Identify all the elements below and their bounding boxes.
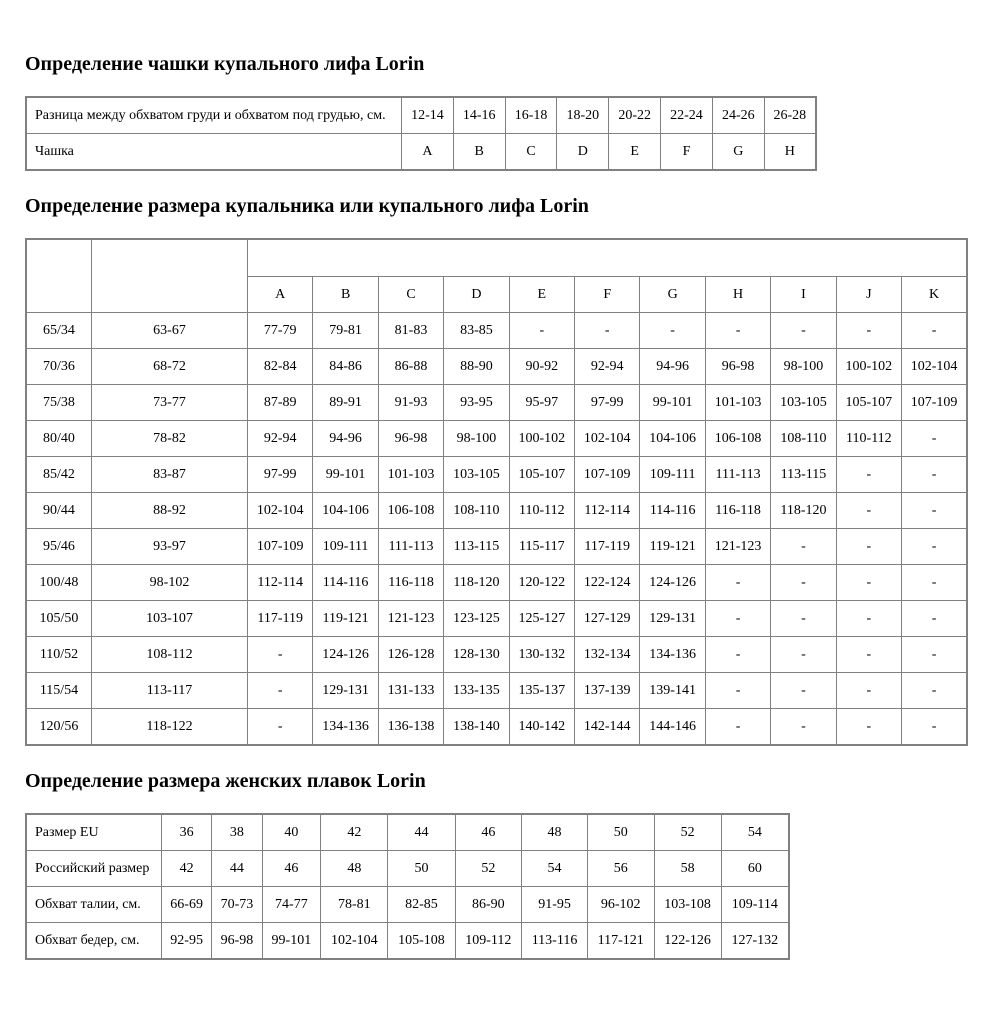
bust-range-cell: - [640,313,705,349]
bust-range-cell: 115-117 [509,529,574,565]
bust-range-cell: - [836,601,901,637]
bust-range-cell: 100-102 [509,421,574,457]
size-cell: 90/44 [26,493,92,529]
underbust-cell: 83-87 [92,457,248,493]
row-label-cell: Чашка [26,134,402,171]
bust-range-cell: 97-99 [575,385,640,421]
bust-range-cell: 131-133 [378,673,443,709]
value-cell: 48 [522,814,588,851]
bust-range-cell: 111-113 [378,529,443,565]
bust-range-cell: 118-120 [444,565,509,601]
bust-range-cell: 113-115 [771,457,836,493]
bust-range-cell: - [836,673,901,709]
value-cell: 46 [262,851,321,887]
size-table-row [26,457,967,493]
bust-range-cell: 93-95 [444,385,509,421]
bust-range-cell: 84-86 [313,349,378,385]
underbust-cell: 78-82 [92,421,248,457]
underbust-cell: 93-97 [92,529,248,565]
value-cell: 105-108 [388,923,455,960]
bust-range-cell: 129-131 [313,673,378,709]
bust-range-cell: 102-104 [248,493,313,529]
bust-range-cell: 116-118 [378,565,443,601]
bust-range-cell: 124-126 [640,565,705,601]
value-cell: 60 [721,851,789,887]
size-table-row [26,421,967,457]
cup-table-title: Определение чашки купального лифа Lorin [25,53,425,75]
underbust-cell: 113-117 [92,673,248,709]
bust-range-cell: - [705,565,770,601]
bust-range-cell: 89-91 [313,385,378,421]
bust-range-cell: - [902,709,967,746]
size-table-row [26,565,967,601]
bust-range-cell: 128-130 [444,637,509,673]
bust-range-cell: 91-93 [378,385,443,421]
size-cell: 65/34 [26,313,92,349]
value-cell: 96-98 [212,923,262,960]
bust-range-cell: - [902,565,967,601]
bust-range-cell: 102-104 [902,349,967,385]
size-cell: 110/52 [26,637,92,673]
size-table-row [26,349,967,385]
bust-range-cell: 105-107 [836,385,901,421]
bust-range-cell: - [771,709,836,746]
bust-range-cell: 82-84 [248,349,313,385]
value-cell: 99-101 [262,923,321,960]
bust-range-cell: 96-98 [705,349,770,385]
bust-range-cell: 137-139 [575,673,640,709]
bust-range-cell: 94-96 [640,349,705,385]
swimsuit-size-title: Определение размера купальника или купального лифа Lorin [25,195,589,217]
row-label-cell: Обхват талии, см. [26,887,162,923]
bust-range-cell: 138-140 [444,709,509,746]
size-table-row [26,673,967,709]
size-cell: 70/36 [26,349,92,385]
value-cell: G [712,134,764,171]
bust-range-cell: - [902,493,967,529]
bust-range-cell: 108-110 [444,493,509,529]
bust-range-cell: - [771,529,836,565]
value-cell: 52 [455,851,522,887]
value-cell: B [453,134,505,171]
cup-letter-header: B [313,277,378,313]
bust-range-cell: 88-90 [444,349,509,385]
value-cell: 46 [455,814,522,851]
value-cell: 40 [262,814,321,851]
value-cell: C [505,134,557,171]
cup-determination-table [25,96,817,171]
value-cell: 42 [162,851,212,887]
bust-range-cell: 126-128 [378,637,443,673]
value-cell: 22-24 [661,97,713,134]
underbust-cell: 73-77 [92,385,248,421]
cup-letter-header: E [509,277,574,313]
bust-range-cell: 112-114 [575,493,640,529]
bust-range-cell: 92-94 [575,349,640,385]
bust-range-cell: 95-97 [509,385,574,421]
bust-range-cell: - [248,673,313,709]
bust-range-cell: - [836,565,901,601]
bust-range-cell: 106-108 [705,421,770,457]
bust-range-cell: 103-105 [771,385,836,421]
bust-range-cell: 116-118 [705,493,770,529]
cup-letter-header: H [705,277,770,313]
bottoms-table-row [26,851,789,887]
bust-range-cell: 104-106 [313,493,378,529]
bust-range-cell: 121-123 [705,529,770,565]
bust-range-cell: - [902,457,967,493]
value-cell: 66-69 [162,887,212,923]
value-cell: 18-20 [557,97,609,134]
value-cell: 16-18 [505,97,557,134]
bust-range-cell: 107-109 [902,385,967,421]
bust-range-cell: - [836,709,901,746]
value-cell: 56 [587,851,654,887]
bust-range-cell: - [836,457,901,493]
value-cell: 14-16 [453,97,505,134]
bust-range-cell: - [771,313,836,349]
bust-range-cell: 103-105 [444,457,509,493]
bust-range-cell: 77-79 [248,313,313,349]
bust-range-cell: - [705,637,770,673]
cup-letter-header: F [575,277,640,313]
value-cell: 54 [522,851,588,887]
bust-range-cell: - [248,637,313,673]
value-cell: 103-108 [654,887,721,923]
value-cell: H [764,134,816,171]
value-cell: 26-28 [764,97,816,134]
size-cell: 105/50 [26,601,92,637]
bust-range-cell: - [705,709,770,746]
value-cell: D [557,134,609,171]
bust-range-cell: 121-123 [378,601,443,637]
value-cell: 48 [321,851,388,887]
bust-range-cell: 133-135 [444,673,509,709]
bust-range-cell: 109-111 [640,457,705,493]
bust-range-cell: 114-116 [640,493,705,529]
size-cell: 120/56 [26,709,92,746]
cup-letter-header: G [640,277,705,313]
underbust-cell: 88-92 [92,493,248,529]
value-cell: 117-121 [587,923,654,960]
value-cell: 113-116 [522,923,588,960]
value-cell: 109-114 [721,887,789,923]
bust-range-cell: 104-106 [640,421,705,457]
size-table-row [26,709,967,746]
bust-range-cell: 97-99 [248,457,313,493]
bust-range-cell: - [575,313,640,349]
bust-range-cell: 98-100 [444,421,509,457]
value-cell: 20-22 [609,97,661,134]
bust-range-cell: 79-81 [313,313,378,349]
bust-range-cell: 100-102 [836,349,901,385]
value-cell: 91-95 [522,887,588,923]
size-table-row [26,529,967,565]
bust-range-cell: 110-112 [509,493,574,529]
cup-letter-header: D [444,277,509,313]
bust-range-cell: - [771,565,836,601]
value-cell: A [402,134,454,171]
bust-range-cell: 129-131 [640,601,705,637]
bust-range-cell: 107-109 [575,457,640,493]
underbust-cell: 98-102 [92,565,248,601]
row-label-cell: Обхват бедер, см. [26,923,162,960]
value-cell: 70-73 [212,887,262,923]
bust-range-cell: 113-115 [444,529,509,565]
size-cell: 85/42 [26,457,92,493]
bust-range-cell: 132-134 [575,637,640,673]
bust-range-cell: 139-141 [640,673,705,709]
bust-range-cell: 134-136 [313,709,378,746]
bust-range-cell: 99-101 [640,385,705,421]
bust-range-cell: - [902,601,967,637]
bust-range-cell: - [836,529,901,565]
bust-range-cell: 136-138 [378,709,443,746]
bust-range-cell: - [836,313,901,349]
size-table-header-row [26,239,967,277]
size-table-row [26,385,967,421]
bust-range-cell: 135-137 [509,673,574,709]
bust-range-cell: 117-119 [575,529,640,565]
underbust-cell: 68-72 [92,349,248,385]
cup-letter-header: I [771,277,836,313]
value-cell: 122-126 [654,923,721,960]
value-cell: 50 [587,814,654,851]
cup-table-row [26,97,816,134]
bust-range-cell: 90-92 [509,349,574,385]
bust-range-cell: - [902,637,967,673]
bust-group-header [248,239,968,277]
underbust-column-header [92,239,248,313]
bust-range-cell: 114-116 [313,565,378,601]
bust-range-cell: 92-94 [248,421,313,457]
bust-range-cell: - [771,601,836,637]
value-cell: 127-132 [721,923,789,960]
value-cell: 36 [162,814,212,851]
bust-range-cell: 124-126 [313,637,378,673]
bust-range-cell: 87-89 [248,385,313,421]
bottoms-table-row [26,814,789,851]
row-label-cell: Размер EU [26,814,162,851]
bust-range-cell: - [248,709,313,746]
size-cell: 100/48 [26,565,92,601]
value-cell: 74-77 [262,887,321,923]
value-cell: 54 [721,814,789,851]
value-cell: 44 [212,851,262,887]
bust-range-cell: 94-96 [313,421,378,457]
value-cell: 109-112 [455,923,522,960]
bust-range-cell: 105-107 [509,457,574,493]
cup-table-row [26,134,816,171]
size-table-row [26,313,967,349]
value-cell: 102-104 [321,923,388,960]
value-cell: 52 [654,814,721,851]
bust-range-cell: - [705,601,770,637]
bust-range-cell: - [509,313,574,349]
value-cell: 42 [321,814,388,851]
bust-range-cell: 119-121 [640,529,705,565]
bottoms-table-row [26,923,789,960]
value-cell: 82-85 [388,887,455,923]
bust-range-cell: 119-121 [313,601,378,637]
bust-range-cell: - [771,673,836,709]
size-cell: 95/46 [26,529,92,565]
value-cell: 38 [212,814,262,851]
bust-range-cell: 125-127 [509,601,574,637]
bust-range-cell: 86-88 [378,349,443,385]
value-cell: 92-95 [162,923,212,960]
bust-range-cell: 102-104 [575,421,640,457]
row-label-cell: Разница между обхватом груди и обхватом под грудью, см. [26,97,402,134]
bottoms-size-table [25,813,790,960]
bust-range-cell: 130-132 [509,637,574,673]
size-table-row [26,493,967,529]
bust-range-cell: - [902,421,967,457]
bust-range-cell: 109-111 [313,529,378,565]
value-cell: F [661,134,713,171]
underbust-cell: 103-107 [92,601,248,637]
bust-range-cell: 117-119 [248,601,313,637]
bust-range-cell: 83-85 [444,313,509,349]
bust-range-cell: - [902,313,967,349]
bust-range-cell: - [902,673,967,709]
bust-range-cell: - [836,637,901,673]
bust-range-cell: 140-142 [509,709,574,746]
swimsuit-size-table [25,238,968,746]
bust-range-cell: 144-146 [640,709,705,746]
bust-range-cell: 112-114 [248,565,313,601]
size-column-header [26,239,92,313]
value-cell: 50 [388,851,455,887]
bust-range-cell: 108-110 [771,421,836,457]
bust-range-cell: - [705,673,770,709]
bottoms-size-title: Определение размера женских плавок Lorin [25,770,426,792]
value-cell: E [609,134,661,171]
bust-range-cell: 99-101 [313,457,378,493]
bust-range-cell: 107-109 [248,529,313,565]
value-cell: 78-81 [321,887,388,923]
underbust-cell: 108-112 [92,637,248,673]
bust-range-cell: 127-129 [575,601,640,637]
bust-range-cell: 81-83 [378,313,443,349]
size-table-row [26,637,967,673]
bust-range-cell: 96-98 [378,421,443,457]
cup-letter-header: K [902,277,967,313]
bust-range-cell: 134-136 [640,637,705,673]
bust-range-cell: - [902,529,967,565]
value-cell: 12-14 [402,97,454,134]
bust-range-cell: 118-120 [771,493,836,529]
bust-range-cell: 122-124 [575,565,640,601]
bust-range-cell: 110-112 [836,421,901,457]
bust-range-cell: 106-108 [378,493,443,529]
value-cell: 86-90 [455,887,522,923]
bust-range-cell: 101-103 [705,385,770,421]
bust-range-cell: 101-103 [378,457,443,493]
bust-range-cell: - [836,493,901,529]
value-cell: 58 [654,851,721,887]
size-cell: 75/38 [26,385,92,421]
cup-letter-header: J [836,277,901,313]
size-table-row [26,601,967,637]
value-cell: 96-102 [587,887,654,923]
underbust-cell: 118-122 [92,709,248,746]
bust-range-cell: 111-113 [705,457,770,493]
underbust-cell: 63-67 [92,313,248,349]
bottoms-table-row [26,887,789,923]
row-label-cell: Российский размер [26,851,162,887]
size-cell: 115/54 [26,673,92,709]
value-cell: 44 [388,814,455,851]
cup-letter-header: A [248,277,313,313]
value-cell: 24-26 [712,97,764,134]
bust-range-cell: 98-100 [771,349,836,385]
bust-range-cell: - [705,313,770,349]
bust-range-cell: 123-125 [444,601,509,637]
cup-letter-header: C [378,277,443,313]
bust-range-cell: 120-122 [509,565,574,601]
size-cell: 80/40 [26,421,92,457]
bust-range-cell: 142-144 [575,709,640,746]
bust-range-cell: - [771,637,836,673]
